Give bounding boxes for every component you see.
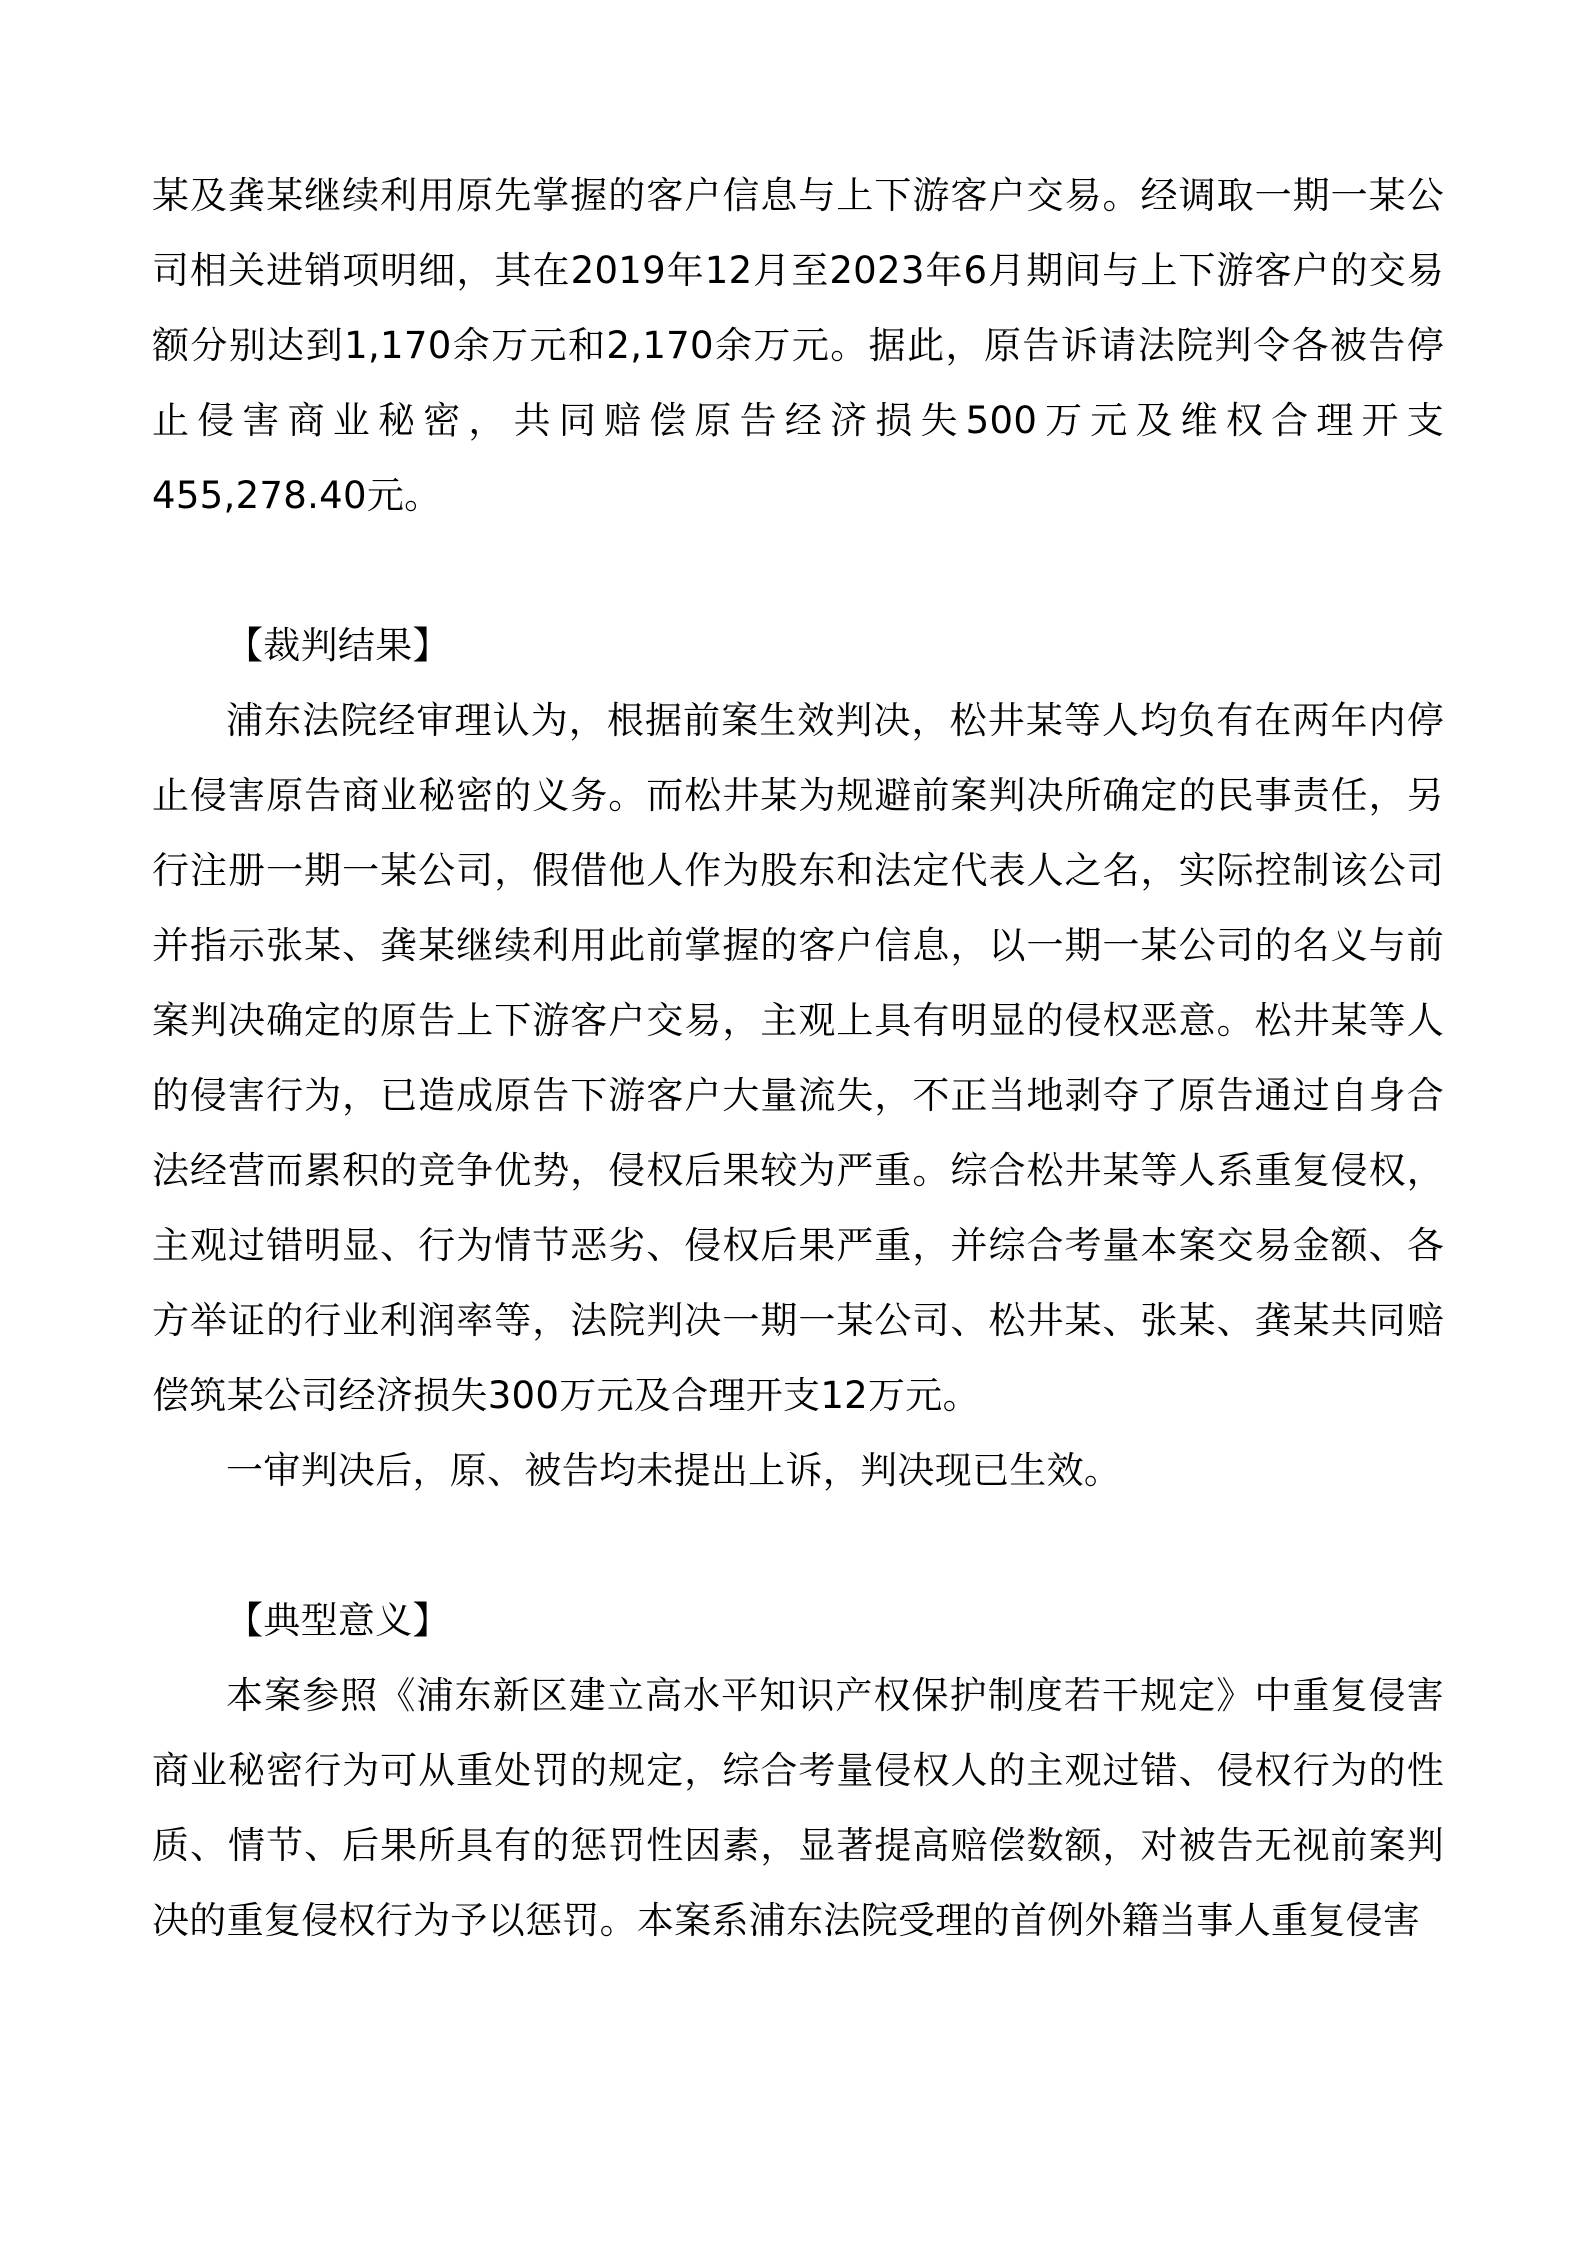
judgment-paragraph: 浦东法院经审理认为，根据前案生效判决，松井某等人均负有在两年内停止侵害原告商业秘密的义务。而松井某为规避前案判决所确定的民事责任，另行注册一期一某公司，假借他人作为股东和法定代表人之名，实际控制该公司并指示张某、龚某继续利用此前掌握的客户信息，以一期一某公司的名义与前案判决确定的原告上下游客户交易，主观上具有明显的侵权恶意。松井某等人的侵害行为，已造成原告下游客户大量流失，不正当地剥夺了原告通过自身合法经营而累积的竞争优势，侵权后果较为严重。综合松井某等人系重复侵权，主观过错明显、行为情节恶劣、侵权后果严重，并综合考量本案交易金额、各方举证的行业利润率等，法院判决一期一某公司、松井某、张某、龚某共同赔偿筑某公司经济损失300万元及合理开支12万元。 (152, 699, 1444, 1417)
judgment-heading: 【裁判结果】 (226, 624, 450, 667)
section-spacer (152, 533, 1444, 608)
significance-heading: 【典型意义】 (226, 1599, 450, 1642)
section-spacer (152, 1508, 1444, 1583)
judgment-status-paragraph: 一审判决后，原、被告均未提出上诉，判决现已生效。 (226, 1449, 1122, 1492)
intro-paragraph: 某及龚某继续利用原先掌握的客户信息与上下游客户交易。经调取一期一某公司相关进销项明细，其在2019年12月至2023年6月期间与上下游客户的交易额分别达到1,170余万元和2,170余万元。据此，原告诉请法院判令各被告停止侵害商业秘密，共同赔偿原告经济损失500万元及维权合理开支455,278.40元。 (152, 174, 1444, 517)
document-page (152, 158, 1444, 1958)
significance-paragraph: 本案参照《浦东新区建立高水平知识产权保护制度若干规定》中重复侵害商业秘密行为可从重处罚的规定，综合考量侵权人的主观过错、侵权行为的性质、情节、后果所具有的惩罚性因素，显著提高赔偿数额，对被告无视前案判决的重复侵权行为予以惩罚。本案系浦东法院受理的首例外籍当事人重复侵害 (152, 1674, 1444, 1942)
